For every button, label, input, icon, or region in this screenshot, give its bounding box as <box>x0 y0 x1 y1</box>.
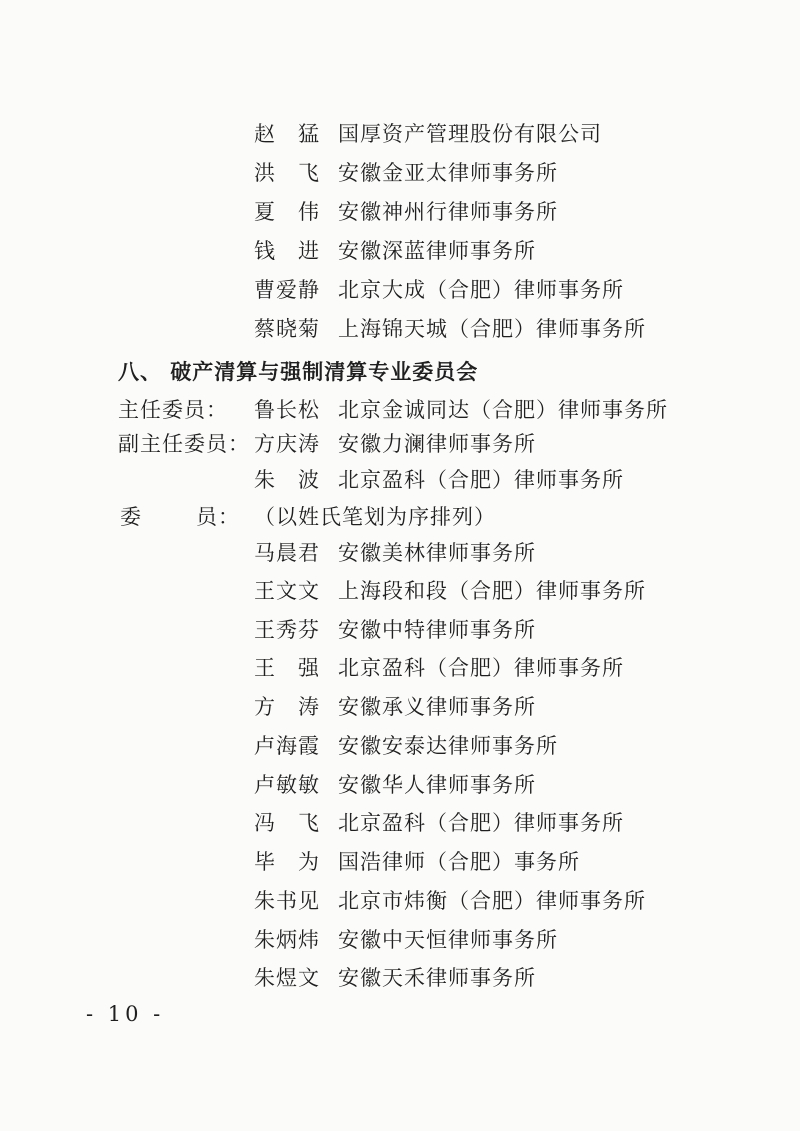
members-label-b: 员： <box>196 505 240 529</box>
member-org: 安徽中特律师事务所 <box>338 618 536 642</box>
member-name: 朱书见 <box>254 889 320 913</box>
member-name: 冯 飞 <box>254 811 320 835</box>
member-org: 北京盈科（合肥）律师事务所 <box>338 656 624 680</box>
member-org: 安徽中天恒律师事务所 <box>338 928 558 952</box>
member-name: 卢海霞 <box>254 734 320 758</box>
member-org: 北京市炜衡（合肥）律师事务所 <box>338 889 646 913</box>
member-org: 安徽天禾律师事务所 <box>338 966 536 990</box>
director-label: 主任委员： <box>118 398 228 422</box>
member-org: 安徽神州行律师事务所 <box>338 200 558 224</box>
member-name: 钱 进 <box>254 239 320 263</box>
member-org: 安徽承义律师事务所 <box>338 695 536 719</box>
member-name: 王秀芬 <box>254 618 320 642</box>
member-name: 方 涛 <box>254 695 320 719</box>
member-org: 上海锦天城（合肥）律师事务所 <box>338 317 646 341</box>
member-org: 北京盈科（合肥）律师事务所 <box>338 811 624 835</box>
member-name: 卢敏敏 <box>254 773 320 797</box>
director-org: 北京金诚同达（合肥）律师事务所 <box>338 398 668 422</box>
vice-director-org: 北京盈科（合肥）律师事务所 <box>338 468 624 492</box>
member-name: 朱炳炜 <box>254 928 320 952</box>
member-org: 安徽华人律师事务所 <box>338 773 536 797</box>
vice-director-name: 方庆涛 <box>254 432 320 456</box>
member-name: 马晨君 <box>254 541 320 565</box>
member-org: 安徽金亚太律师事务所 <box>338 161 558 185</box>
member-name: 夏 伟 <box>254 200 320 224</box>
members-note: （以姓氏笔划为序排列） <box>254 505 496 529</box>
member-name: 洪 飞 <box>254 161 320 185</box>
member-org: 国浩律师（合肥）事务所 <box>338 850 580 874</box>
member-name: 毕 为 <box>254 850 320 874</box>
member-name: 王 强 <box>254 656 320 680</box>
vice-director-name: 朱 波 <box>254 468 320 492</box>
member-org: 上海段和段（合肥）律师事务所 <box>338 579 646 603</box>
member-name: 蔡晓菊 <box>254 317 320 341</box>
vice-director-label: 副主任委员： <box>118 432 250 456</box>
member-name: 王文文 <box>254 579 320 603</box>
member-name: 曹爱静 <box>254 278 320 302</box>
member-org: 安徽美林律师事务所 <box>338 541 536 565</box>
members-label <box>120 501 240 533</box>
member-name: 赵 猛 <box>254 122 320 146</box>
member-name: 朱煜文 <box>254 966 320 990</box>
page-number: - 10 - <box>86 1002 165 1026</box>
vice-director-org: 安徽力澜律师事务所 <box>338 432 536 456</box>
member-org: 安徽深蓝律师事务所 <box>338 239 536 263</box>
member-org: 国厚资产管理股份有限公司 <box>338 122 602 146</box>
member-org: 北京大成（合肥）律师事务所 <box>338 278 624 302</box>
members-label-a: 委 <box>120 505 142 529</box>
member-org: 安徽安泰达律师事务所 <box>338 734 558 758</box>
section-heading: 八、 破产清算与强制清算专业委员会 <box>118 360 479 384</box>
director-name: 鲁长松 <box>254 398 320 422</box>
